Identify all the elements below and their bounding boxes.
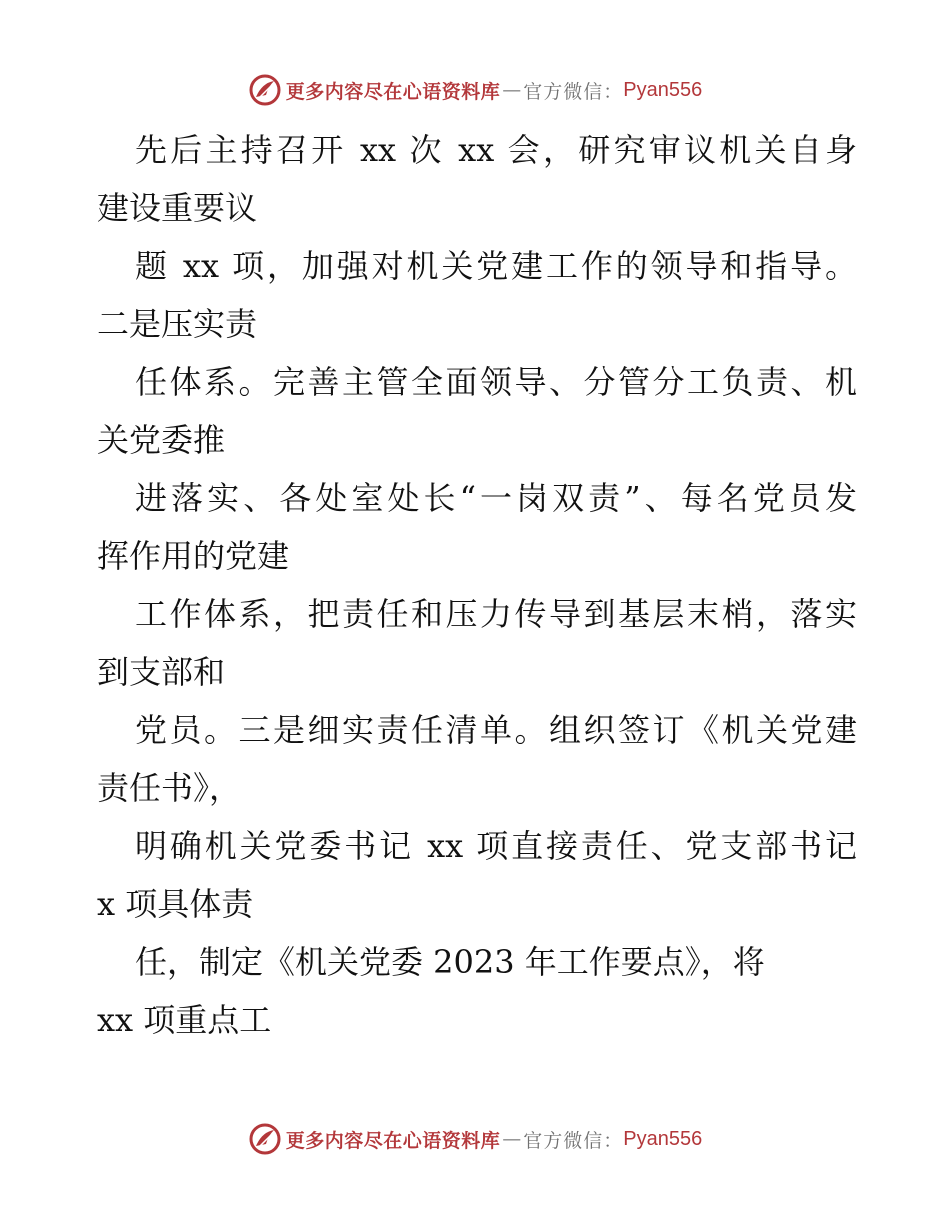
body-line: 任体系。完善主管全面领导、分管分工负责、机: [135, 363, 857, 401]
body-line: 党员。三是细实责任清单。组织签订《机关党建: [135, 711, 857, 749]
body-line: 到支部和: [97, 653, 226, 691]
watermark-separator: —: [502, 1128, 522, 1150]
body-line: 任，制定《机关党委 2023 年工作要点》，将: [135, 943, 765, 981]
body-line: 挥作用的党建: [97, 537, 290, 575]
brand-logo-icon: [248, 73, 282, 107]
header-watermark: [0, 70, 950, 110]
body-line: xx 项重点工: [97, 1001, 272, 1039]
watermark-official-label: 官方微信：: [523, 1129, 624, 1152]
watermark-official-label: 官方微信：: [523, 80, 624, 103]
body-line: 二是压实责: [97, 305, 258, 343]
body-line: 建设重要议: [97, 189, 258, 227]
body-line: 工作体系，把责任和压力传导到基层末梢，落实: [135, 595, 857, 633]
body-line: 进落实、各处室处长“一岗双责”、每名党员发: [135, 479, 857, 517]
footer-watermark: [0, 1119, 950, 1159]
watermark-brand: 更多内容尽在心语资料库: [285, 80, 501, 103]
watermark-separator: —: [502, 79, 522, 101]
body-line: 明确机关党委书记 xx 项直接责任、党支部书记: [135, 827, 857, 865]
body-line: 关党委推: [97, 421, 226, 459]
watermark-wechat-id: Pyan556: [623, 1127, 703, 1150]
watermark-wechat-id: Pyan556: [623, 78, 703, 101]
body-line: 责任书》，: [97, 769, 242, 807]
body-line: 题 xx 项，加强对机关党建工作的领导和指导。: [135, 247, 857, 285]
brand-logo-icon: [248, 1122, 282, 1156]
document-body: [97, 121, 857, 1049]
body-line: 先后主持召开 xx 次 xx 会，研究审议机关自身: [135, 131, 857, 169]
body-line: x 项具体责: [97, 885, 254, 923]
watermark-brand: 更多内容尽在心语资料库: [285, 1129, 501, 1152]
